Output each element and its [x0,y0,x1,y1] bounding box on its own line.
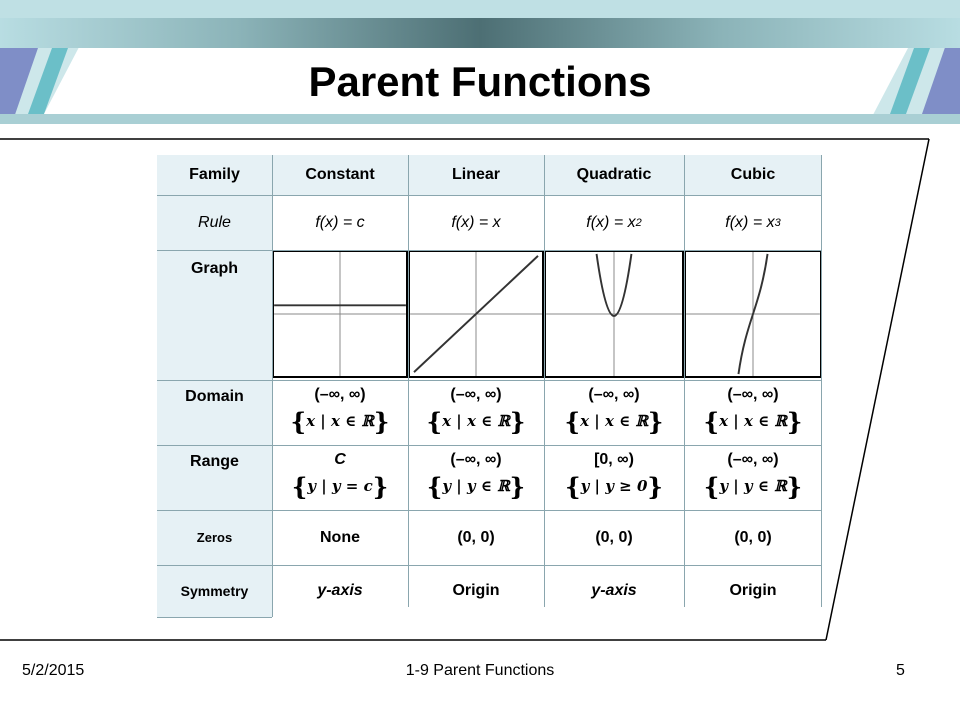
zeros-constant: None [272,510,408,565]
grid-line [821,155,822,607]
grid-line [157,380,822,381]
domain-quadratic [544,380,684,445]
range-set-notation: {y | y ∈ ℝ} [426,472,526,501]
range-set-notation: {y | y ≥ 0} [565,472,663,501]
grid-line [157,617,272,618]
parent-functions-table [157,155,822,620]
rule-text: f(x) = x [451,213,501,231]
header-quadratic: Quadratic [544,155,684,195]
rule-text: f(x) = c [315,213,365,231]
row-label-graph: Graph [157,250,272,380]
zeros-linear: (0, 0) [408,510,544,565]
grid-line [157,195,822,196]
header-linear: Linear [408,155,544,195]
row-label-domain: Domain [157,380,272,445]
grid-line [157,565,822,566]
row-label-rule: Rule [157,195,272,250]
footer-date: 5/2/2015 [22,662,85,679]
symmetry-linear: Origin [408,565,544,617]
rule-cubic [684,195,822,250]
rule-text: f(x) = x [725,213,775,231]
domain-linear [408,380,544,445]
range-interval: [0, ∞) [594,451,634,468]
range-set-notation: {y | y = c} [291,472,389,501]
domain-interval: (–∞, ∞) [588,386,640,403]
grid-line [684,155,685,607]
rule-text: f(x) = x [586,213,636,231]
range-constant [272,445,408,510]
range-interval: C [334,451,346,468]
range-quadratic [544,445,684,510]
range-interval: (–∞, ∞) [450,451,502,468]
header-constant: Constant [272,155,408,195]
grid-line [272,155,273,617]
quadratic-graph-icon [544,250,684,378]
domain-set-notation: {x | x ∈ ℝ} [703,407,803,436]
banner-bottom-stripe [0,114,960,124]
domain-interval: (–∞, ∞) [314,386,366,403]
symmetry-constant: y-axis [272,565,408,617]
domain-cubic [684,380,822,445]
domain-set-notation: {x | x ∈ ℝ} [564,407,664,436]
symmetry-quadratic: y-axis [544,565,684,617]
banner-gradient-stripe [0,18,960,48]
grid-line [544,155,545,607]
range-interval: (–∞, ∞) [727,451,779,468]
header-cubic: Cubic [684,155,822,195]
zeros-cubic: (0, 0) [684,510,822,565]
grid-line [157,445,822,446]
row-label-range: Range [157,445,272,510]
grid-line [157,250,822,251]
row-label-symmetry: Symmetry [157,565,272,617]
zeros-quadratic: (0, 0) [544,510,684,565]
rule-quadratic [544,195,684,250]
constant-graph-icon [272,250,408,378]
row-label-zeros: Zeros [157,510,272,565]
rule-constant [272,195,408,250]
symmetry-cubic: Origin [684,565,822,617]
range-linear [408,445,544,510]
range-set-notation: {y | y ∈ ℝ} [703,472,803,501]
domain-set-notation: {x | x ∈ ℝ} [290,407,390,436]
cubic-graph-icon [684,250,822,378]
footer-page-number: 5 [896,662,905,679]
domain-interval: (–∞, ∞) [450,386,502,403]
domain-constant [272,380,408,445]
banner-top-stripe [0,0,960,18]
domain-interval: (–∞, ∞) [727,386,779,403]
linear-graph-icon [408,250,544,378]
domain-set-notation: {x | x ∈ ℝ} [426,407,526,436]
slide-title: Parent Functions [308,58,652,105]
footer-title: 1-9 Parent Functions [405,662,555,679]
grid-line [157,510,822,511]
rule-exponent: 3 [774,216,781,229]
grid-line [408,155,409,607]
header-family: Family [157,155,272,195]
rule-linear [408,195,544,250]
rule-exponent: 2 [635,216,642,229]
range-cubic [684,445,822,510]
